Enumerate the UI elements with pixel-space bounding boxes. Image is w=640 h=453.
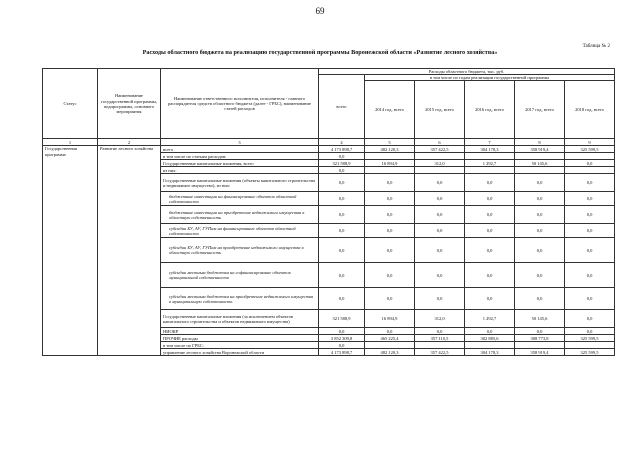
amount-cell: 0,0 — [565, 174, 615, 192]
amount-cell — [465, 342, 515, 349]
amount-cell: 0,0 — [565, 263, 615, 288]
amount-cell: 0,0 — [365, 174, 415, 192]
amount-cell: 0,0 — [319, 263, 365, 288]
amount-cell: 0,0 — [465, 328, 515, 335]
amount-cell: 357 422,5 — [415, 349, 465, 356]
amount-cell: 4 173 898,7 — [319, 146, 365, 153]
amount-cell: 0,0 — [515, 192, 565, 206]
expense-item-name: управление лесного хозяйства Воронежской области — [161, 349, 319, 356]
amount-cell: 0,0 — [465, 192, 515, 206]
header-total: всего — [319, 75, 365, 139]
amount-cell: 0,0 — [515, 238, 565, 263]
expense-item-name: субсидии БУ, АУ, ГУПам на финансирование объектов областной собственности — [161, 224, 319, 238]
column-index: 2 — [98, 139, 161, 146]
amount-cell: 0,0 — [365, 263, 415, 288]
header-by-years-group: в том числе по годам реализации государственной программы — [365, 75, 615, 81]
amount-cell: 0,0 — [565, 328, 615, 335]
amount-cell: 0,0 — [415, 206, 465, 224]
amount-cell: 16 894,9 — [365, 160, 415, 167]
amount-cell: 0,0 — [365, 206, 415, 224]
amount-cell: 325 599,5 — [565, 146, 615, 153]
amount-cell: 1 292,7 — [465, 160, 515, 167]
header-status: Статус — [43, 69, 98, 139]
expense-item-name: бюджетные инвестиции на приобретение недвижимого имущества в областную собственность — [161, 206, 319, 224]
amount-cell — [515, 342, 565, 349]
amount-cell: 50 145,6 — [515, 160, 565, 167]
amount-cell: 0,0 — [319, 192, 365, 206]
amount-cell: 0,0 — [565, 192, 615, 206]
column-index: 1 — [43, 139, 98, 146]
program-cell: Развитие лесного хозяйства — [98, 146, 161, 356]
header-expenses-group: Расходы областного бюджета, тыс. руб. — [319, 69, 615, 75]
amount-cell: 0,0 — [465, 263, 515, 288]
amount-cell: 357 110,5 — [415, 335, 465, 342]
amount-cell: 358 919,4 — [515, 349, 565, 356]
amount-cell: 4 173 898,7 — [319, 349, 365, 356]
header-year-2017: 2017 год, всего — [515, 81, 565, 139]
expense-item-name: в том числе по статьям расходов: — [161, 153, 319, 160]
amount-cell: 0,0 — [565, 206, 615, 224]
amount-cell: 0,0 — [319, 206, 365, 224]
amount-cell: 0,0 — [319, 167, 365, 174]
amount-cell: 0,0 — [415, 192, 465, 206]
expense-item-name: из них: — [161, 167, 319, 174]
amount-cell: 482 120,3 — [365, 349, 415, 356]
expense-item-name: Государственные капитальные вложения, всего — [161, 160, 319, 167]
amount-cell — [365, 342, 415, 349]
amount-cell: 325 599,5 — [565, 349, 615, 356]
amount-cell: 1 292,7 — [465, 310, 515, 328]
column-index: 6 — [415, 139, 465, 146]
amount-cell: 0,0 — [319, 288, 365, 310]
amount-cell: 0,0 — [365, 192, 415, 206]
amount-cell: 0,0 — [565, 310, 615, 328]
amount-cell — [465, 167, 515, 174]
column-index: 9 — [565, 139, 615, 146]
budget-table-body — [43, 146, 615, 356]
column-index: 3 — [161, 139, 319, 146]
table-row — [43, 146, 615, 153]
amount-cell: 312,0 — [415, 160, 465, 167]
amount-cell: 0,0 — [415, 263, 465, 288]
table-label: Таблица № 2 — [582, 44, 610, 49]
amount-cell: 0,0 — [415, 174, 465, 192]
amount-cell: 50 145,6 — [515, 310, 565, 328]
amount-cell: 465 225,4 — [365, 335, 415, 342]
column-index: 7 — [465, 139, 515, 146]
amount-cell: 0,0 — [415, 288, 465, 310]
amount-cell: 0,0 — [465, 238, 515, 263]
amount-cell: 302 885,6 — [465, 335, 515, 342]
expense-item-name: ПРОЧИЕ расходы — [161, 335, 319, 342]
amount-cell: 0,0 — [515, 263, 565, 288]
expense-item-name: в том числе по ГРБС: — [161, 342, 319, 349]
amount-cell: 357 422,5 — [415, 146, 465, 153]
header-year-2016: 2016 год, всего — [465, 81, 515, 139]
amount-cell: 0,0 — [565, 288, 615, 310]
amount-cell: 0,0 — [465, 288, 515, 310]
amount-cell: 0,0 — [319, 238, 365, 263]
amount-cell: 304 178,3 — [465, 349, 515, 356]
expense-item-name: субсидии местным бюджетам на приобретение недвижимого имущества в муниципальную собственность — [161, 288, 319, 310]
amount-cell: 0,0 — [565, 160, 615, 167]
column-index: 4 — [319, 139, 365, 146]
amount-cell: 0,0 — [465, 224, 515, 238]
budget-table — [42, 68, 615, 356]
column-index-row — [43, 139, 615, 146]
amount-cell: 0,0 — [365, 224, 415, 238]
amount-cell — [515, 167, 565, 174]
amount-cell: 0,0 — [365, 328, 415, 335]
expense-item-name: НИОКР — [161, 328, 319, 335]
amount-cell: 0,0 — [465, 174, 515, 192]
amount-cell — [415, 342, 465, 349]
amount-cell: 321 588,9 — [319, 310, 365, 328]
amount-cell — [465, 153, 515, 160]
expense-item-name: Государственные капитальные вложения (за исключением объектов капитального строительства и объектов недвижимого имущества) — [161, 310, 319, 328]
amount-cell: 0,0 — [515, 174, 565, 192]
amount-cell: 0,0 — [365, 288, 415, 310]
amount-cell: 16 894,9 — [365, 310, 415, 328]
amount-cell: 0,0 — [515, 328, 565, 335]
amount-cell: 0,0 — [515, 288, 565, 310]
amount-cell — [565, 153, 615, 160]
amount-cell: 0,0 — [365, 238, 415, 263]
amount-cell: 358 919,4 — [515, 146, 565, 153]
amount-cell: 321 588,9 — [319, 160, 365, 167]
amount-cell: 0,0 — [415, 238, 465, 263]
amount-cell: 0,0 — [465, 206, 515, 224]
amount-cell — [565, 342, 615, 349]
amount-cell: 0,0 — [515, 224, 565, 238]
amount-cell: 0,0 — [415, 328, 465, 335]
page-number: 69 — [315, 6, 325, 16]
amount-cell: 0,0 — [319, 174, 365, 192]
expense-item-name: всего — [161, 146, 319, 153]
expense-item-name: бюджетные инвестиции на финансирование объектов областной собственности — [161, 192, 319, 206]
header-program: Наименование государственной программы, подпрограммы, основного мероприятия — [98, 69, 161, 139]
header-year-2018: 2018 год, всего — [565, 81, 615, 139]
status-cell: Государственная программа — [43, 146, 98, 356]
amount-cell — [415, 153, 465, 160]
amount-cell: 325 599,5 — [565, 335, 615, 342]
expense-item-name: Государственные капитальные вложения (объекты капитального строительства и недвижимое имущество), из них: — [161, 174, 319, 192]
amount-cell: 304 178,3 — [465, 146, 515, 153]
expense-item-name: субсидии БУ, АУ, ГУПам на приобретение недвижимого имущества в областную собственность — [161, 238, 319, 263]
header-executor: Наименование ответственного исполнителя, исполнителя - главного распорядителя средств областного бюджета (далее - ГРБС), наименование статей расходов — [161, 69, 319, 139]
header-year-2015: 2015 год, всего — [415, 81, 465, 139]
amount-cell: 0,0 — [319, 224, 365, 238]
amount-cell: 3 852 309,8 — [319, 335, 365, 342]
amount-cell: 0,0 — [515, 206, 565, 224]
amount-cell: 0,0 — [565, 238, 615, 263]
amount-cell — [365, 153, 415, 160]
amount-cell: 0,0 — [319, 342, 365, 349]
amount-cell: 482 120,3 — [365, 146, 415, 153]
amount-cell: 0,0 — [415, 224, 465, 238]
amount-cell: 0,0 — [565, 224, 615, 238]
amount-cell: 0,0 — [319, 153, 365, 160]
amount-cell: 312,0 — [415, 310, 465, 328]
amount-cell: 308 773,8 — [515, 335, 565, 342]
document-title: Расходы областного бюджета на реализацию государственной программы Воронежской области «Развитие лесного хозяйства» — [142, 49, 498, 56]
amount-cell — [565, 167, 615, 174]
amount-cell — [365, 167, 415, 174]
expense-item-name: субсидии местным бюджетам на софинансирование объектов муниципальной собственности — [161, 263, 319, 288]
amount-cell — [515, 153, 565, 160]
column-index: 8 — [515, 139, 565, 146]
amount-cell: 0,0 — [319, 328, 365, 335]
header-year-2014: 2014 год, всего — [365, 81, 415, 139]
amount-cell — [415, 167, 465, 174]
column-index: 5 — [365, 139, 415, 146]
